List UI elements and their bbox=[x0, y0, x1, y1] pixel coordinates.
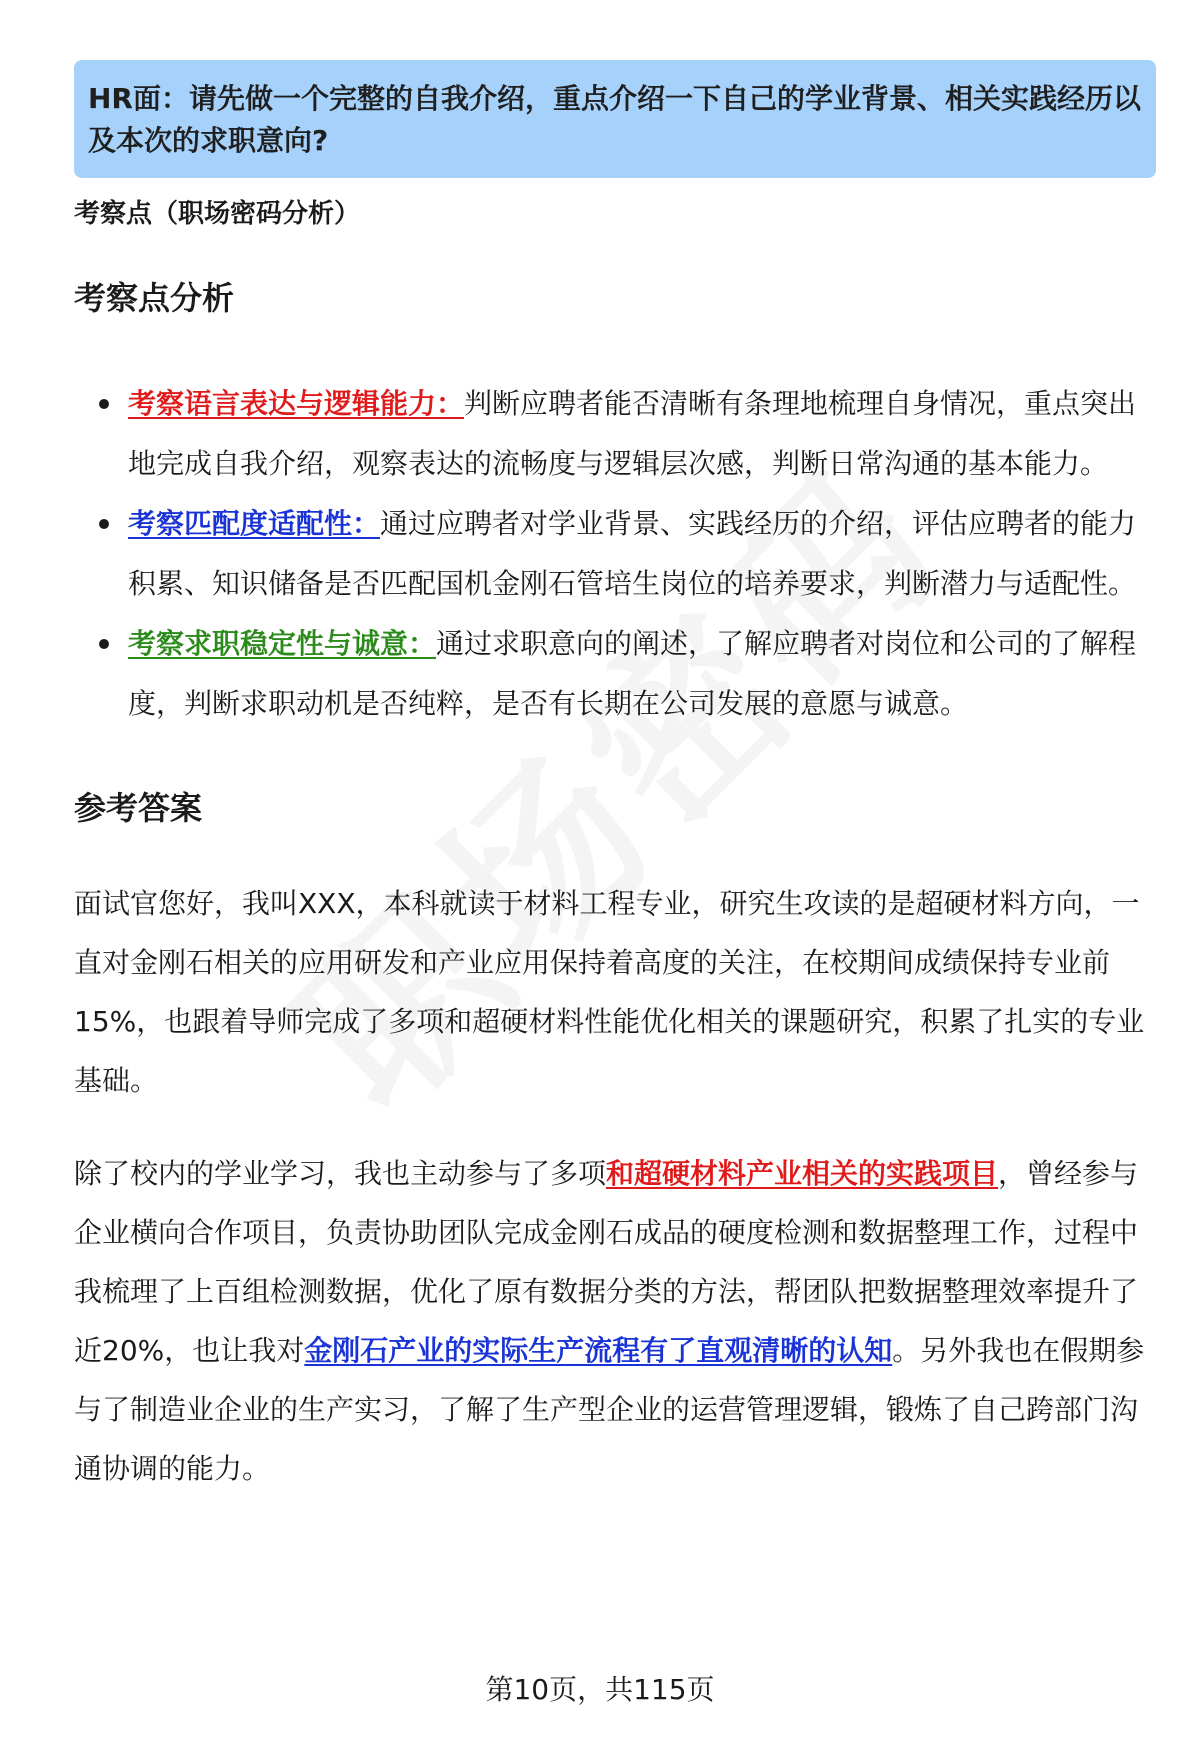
answer-text: ，曾经参与企业横向合作项目，负责协助团队完成金刚石成品的硬度检测和数据整理工作，过程中我梳理了上百组检测数据，优化了原有数据分类的方法，帮团队把数据整理效率提升了近20%，也让我对 bbox=[74, 1157, 1139, 1367]
answer-paragraph-1: 面试官您好，我叫XXX，本科就读于材料工程专业，研究生攻读的是超硬材料方向，一直对金刚石相关的应用研发和产业应用保持着高度的关注，在校期间成绩保持专业前15%，也跟着导师完成了多项和超硬材料性能优化相关的课题研究，积累了扎实的专业基础。 bbox=[74, 887, 1145, 1097]
answer-text: 。另外我也在假期参与了制造业企业的生产实习，了解了生产型企业的运营管理逻辑，锻炼了自己跨部门沟通协调的能力。 bbox=[74, 1334, 1145, 1485]
bullet-icon bbox=[99, 399, 109, 409]
page-number: 第10页，共115页 bbox=[485, 1673, 715, 1706]
analysis-point-list bbox=[74, 374, 1156, 734]
analysis-point bbox=[74, 614, 1156, 734]
question-box: HR面：请先做一个完整的自我介绍，重点介绍一下自己的学业背景、相关实践经历以及本次的求职意向? bbox=[74, 60, 1156, 178]
bullet-icon bbox=[99, 519, 109, 529]
analysis-point bbox=[74, 494, 1156, 614]
analysis-point-key: 考察求职稳定性与诚意： bbox=[128, 627, 437, 660]
answer-heading: 参考答案 bbox=[74, 789, 203, 827]
answer-paragraph-2 bbox=[74, 1144, 1156, 1498]
analysis-point bbox=[74, 374, 1156, 494]
answer-text: 除了校内的学业学习，我也主动参与了多项 bbox=[74, 1157, 607, 1190]
analysis-heading: 考察点分析 bbox=[74, 279, 235, 317]
document-page bbox=[74, 60, 1156, 1498]
analysis-point-text: 通过应聘者对学业背景、实践经历的介绍，评估应聘者的能力积累、知识储备是否匹配国机金刚石管培生岗位的培养要求，判断潜力与适配性。 bbox=[128, 507, 1137, 600]
analysis-point-text: 通过求职意向的阐述，了解应聘者对岗位和公司的了解程度，判断求职动机是否纯粹，是否有长期在公司发展的意愿与诚意。 bbox=[128, 627, 1137, 720]
answer-highlight: 金刚石产业的实际生产流程有了直观清晰的认知 bbox=[304, 1334, 893, 1367]
analysis-point-text: 判断应聘者能否清晰有条理地梳理自身情况，重点突出地完成自我介绍，观察表达的流畅度与逻辑层次感，判断日常沟通的基本能力。 bbox=[128, 387, 1137, 480]
bullet-icon bbox=[99, 639, 109, 649]
answer-highlight: 和超硬材料产业相关的实践项目 bbox=[606, 1157, 999, 1190]
analysis-point-key: 考察语言表达与逻辑能力： bbox=[128, 387, 465, 420]
section-subtitle: 考察点（职场密码分析） bbox=[74, 199, 361, 229]
analysis-point-key: 考察匹配度适配性： bbox=[128, 507, 381, 540]
